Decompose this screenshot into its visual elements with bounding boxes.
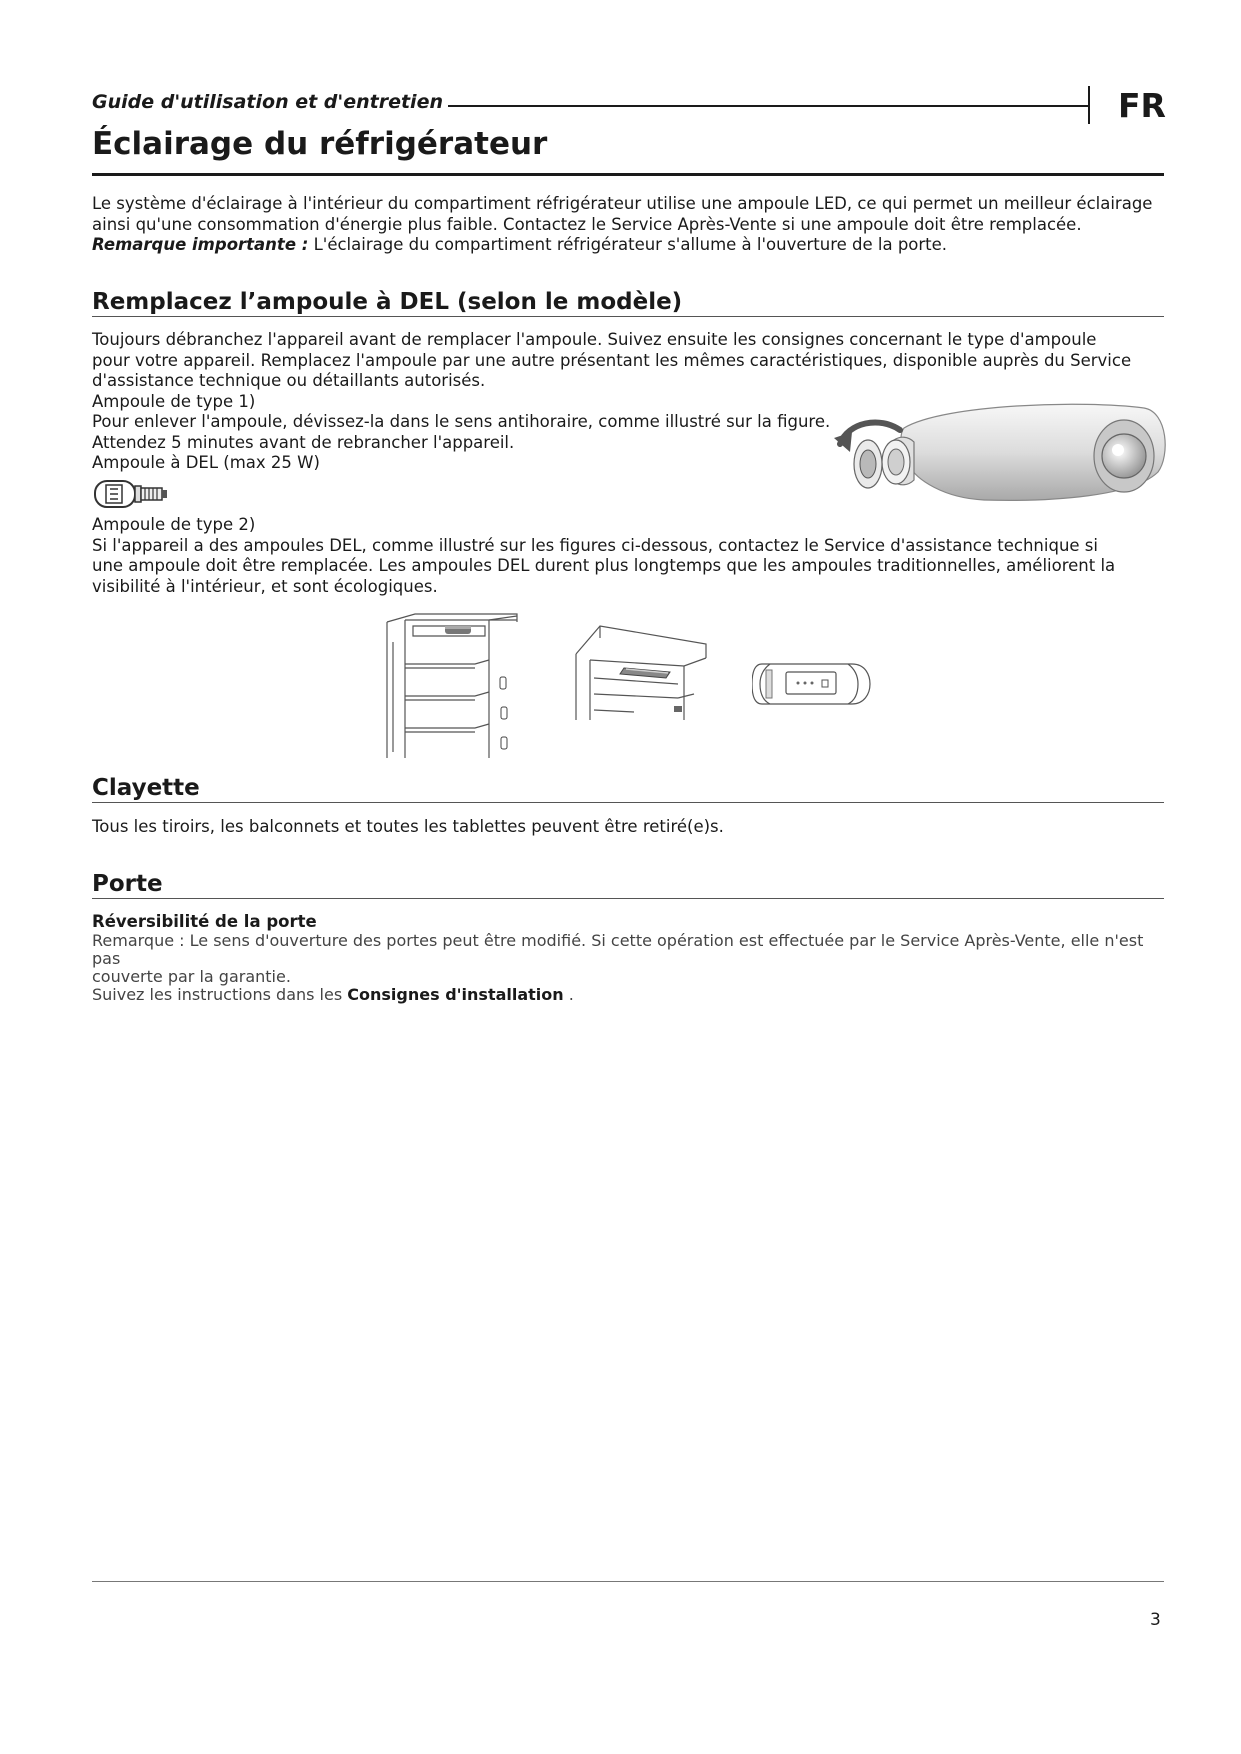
language-code: FR (1118, 86, 1166, 125)
type2-line-3: visibilité à l'intérieur, et sont écologiques. (92, 576, 438, 596)
door-reversibility-heading: Réversibilité de la porte (92, 912, 317, 931)
intro-line-2: ainsi qu'une consommation d'énergie plus faible. Contactez le Service Après-Vente si une ampoule doit être remplacée. (92, 214, 1082, 234)
type2-paragraph (92, 515, 1172, 597)
door-paragraph (92, 932, 1172, 1004)
header-tick (1088, 86, 1090, 124)
type2-label: Ampoule de type 2) (92, 515, 256, 534)
replace-heading: Remplacez l’ampoule à DEL (selon le modèle) (92, 289, 683, 315)
fridge-led-figure-2 (574, 624, 708, 722)
important-note-text: L'éclairage du compartiment réfrigérateur s'allume à l'ouverture de la porte. (308, 235, 948, 254)
shelf-text: Tous les tiroirs, les balconnets et toutes les tablettes peuvent être retiré(e)s. (92, 817, 724, 836)
type2-line-2: une ampoule doit être remplacée. Les ampoules DEL durent plus longtemps que les ampoules traditionnelles, améliorent la (92, 556, 1116, 575)
replace-line-2: pour votre appareil. Remplacez l'ampoule par une autre présentant les mêmes caractéristiques, disponible auprès du Service (92, 350, 1132, 370)
type2-line-1: Si l'appareil a des ampoules DEL, comme illustré sur les figures ci-dessous, contactez le Service d'assistance technique si (92, 535, 1098, 555)
door-line-3-pre: Suivez les instructions dans les (92, 985, 348, 1004)
door-line-1: Remarque : Le sens d'ouverture des portes peut être modifié. Si cette opération est effectuée par le Service Après-Vente, elle n'est pas (92, 931, 1144, 968)
shelf-rule (92, 802, 1164, 803)
guide-title: Guide d'utilisation et d'entretien (92, 91, 443, 113)
fridge-led-figure-1 (385, 612, 520, 760)
replace-line-1: Toujours débranchez l'appareil avant de remplacer l'ampoule. Suivez ensuite les consignes concernant le type d'ampoule (92, 330, 1097, 349)
type1-label: Ampoule de type 1) (92, 391, 256, 411)
type1-line-2: Attendez 5 minutes avant de rebrancher l'appareil. (92, 432, 515, 452)
type1-line-3: Ampoule à DEL (max 25 W) (92, 453, 320, 472)
door-line-3-post: . (563, 985, 574, 1004)
bulb-removal-illustration (834, 400, 1172, 510)
page-number: 3 (1150, 1610, 1161, 1630)
door-heading: Porte (92, 871, 163, 897)
header-rule (448, 105, 1090, 107)
replace-rule (92, 316, 1164, 317)
important-note-label: Remarque importante : (92, 235, 309, 254)
installation-instructions-ref: Consignes d'installation (347, 985, 564, 1004)
intro-line-1: Le système d'éclairage à l'intérieur du compartiment réfrigérateur utilise une ampoule LED, ce qui permet un meilleur éclairage (92, 194, 1153, 213)
title-rule (92, 173, 1164, 176)
led-module-figure (752, 656, 872, 712)
replace-line-3: d'assistance technique ou détaillants autorisés. (92, 371, 486, 390)
intro-paragraph (92, 194, 1172, 256)
door-line-2: couverte par la garantie. (92, 967, 291, 986)
led-bulb-icon (92, 476, 178, 512)
shelf-heading: Clayette (92, 775, 200, 801)
type1-line-1: Pour enlever l'ampoule, dévissez-la dans le sens antihoraire, comme illustré sur la figure. (92, 412, 831, 431)
page-title: Éclairage du réfrigérateur (92, 126, 548, 162)
door-rule (92, 898, 1164, 899)
footer-rule (92, 1581, 1164, 1582)
